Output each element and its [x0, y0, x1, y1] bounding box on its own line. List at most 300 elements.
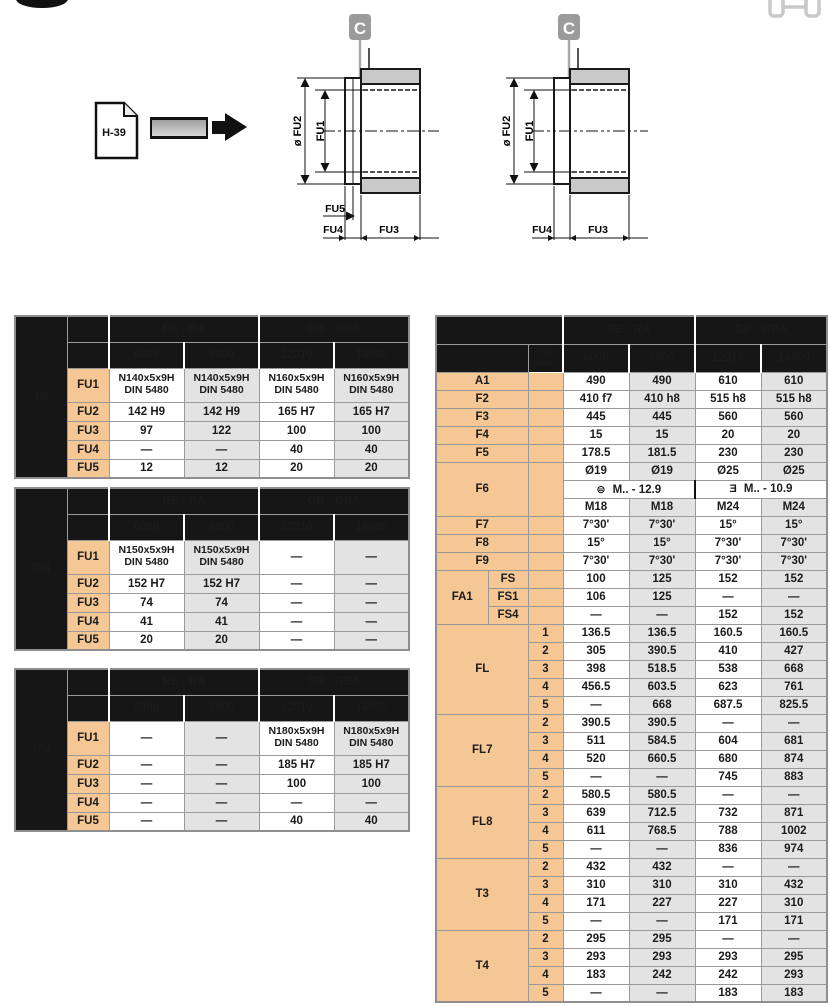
bolt-class-label: M.. - 12.9 [612, 483, 662, 496]
value-cell: — [563, 912, 629, 930]
value-cell: 410 [695, 642, 761, 660]
stage-number: 4 [528, 894, 563, 912]
value-cell: 560 [761, 408, 827, 426]
data-row-FU5 [15, 812, 409, 831]
value-cell: 125 [629, 570, 695, 588]
data-row-F6-0 [436, 462, 827, 480]
stage-number: 5 [528, 912, 563, 930]
value-cell: 836 [695, 840, 761, 858]
data-row-F2 [436, 390, 827, 408]
value-cell: 136.5 [629, 624, 695, 642]
col-header-16000: 16000 [334, 695, 409, 721]
data-row-FU5 [15, 631, 409, 650]
value-cell: 185 H7 [259, 755, 334, 774]
value-cell: 825.5 [761, 696, 827, 714]
data-row-F3 [436, 408, 827, 426]
dim-label-fu3: FU3 [379, 224, 399, 236]
data-row-FU2 [15, 402, 409, 421]
header-group-row [15, 669, 409, 695]
value-cell: 152 [695, 570, 761, 588]
value-cell: 310 [761, 894, 827, 912]
value-cell: — [334, 631, 409, 650]
value-cell: — [259, 540, 334, 574]
stage-number: 2 [528, 858, 563, 876]
fu3-arrow [623, 235, 629, 241]
stage-cell-empty [528, 534, 563, 552]
value-cell: — [563, 768, 629, 786]
value-cell: 584.5 [629, 732, 695, 750]
value-cell: — [334, 793, 409, 812]
col-header-12010: 12010 [695, 344, 761, 372]
value-cell: 40 [334, 812, 409, 831]
value-cell: 874 [761, 750, 827, 768]
row-label-FU5: FU5 [67, 812, 109, 831]
stage-cell-empty [528, 372, 563, 390]
value-cell: — [695, 714, 761, 732]
value-cell: 293 [761, 966, 827, 984]
value-cell: 20 [334, 459, 409, 478]
dim-label-fu2: ø FU2 [501, 115, 513, 147]
row-label-F9: F9 [436, 552, 528, 570]
value-cell: 15 [563, 426, 629, 444]
row-label-F4: F4 [436, 426, 528, 444]
data-row-FU4 [15, 440, 409, 459]
value-cell: 227 [629, 894, 695, 912]
data-row-F9 [436, 552, 827, 570]
value-cell: 165 H7 [334, 402, 409, 421]
value-cell: N140x5x9H DIN 5480 [109, 368, 184, 402]
value-cell: 242 [629, 966, 695, 984]
value-cell: 227 [695, 894, 761, 912]
data-row-FU4 [15, 793, 409, 812]
data-row-T4-2 [436, 930, 827, 948]
value-cell: M18 [563, 498, 629, 516]
dimension-table [435, 315, 828, 1003]
value-cell: 181.5 [629, 444, 695, 462]
value-cell: 7°30' [761, 534, 827, 552]
value-cell: 560 [695, 408, 761, 426]
fs-table-FS1 [14, 487, 410, 651]
value-cell: 178.5 [563, 444, 629, 462]
header-spacer [67, 695, 109, 721]
value-cell: 611 [563, 822, 629, 840]
data-row-FA1-FS1 [436, 588, 827, 606]
value-cell: 432 [563, 858, 629, 876]
value-cell: — [629, 984, 695, 1002]
col-header-8000: 8000 [184, 514, 259, 540]
value-cell: 293 [695, 948, 761, 966]
value-cell: 511 [563, 732, 629, 750]
shaft-diagram-left [283, 12, 463, 254]
value-cell: 432 [629, 858, 695, 876]
data-row-FU2 [15, 755, 409, 774]
stage-cell-empty [528, 516, 563, 534]
stage-cell-empty [528, 588, 563, 606]
value-cell: 445 [629, 408, 695, 426]
value-cell: 310 [629, 876, 695, 894]
row-label-FU4: FU4 [67, 793, 109, 812]
stage-number: 3 [528, 660, 563, 678]
value-cell: 183 [761, 984, 827, 1002]
stage-cell-empty [528, 462, 563, 516]
stage-number: 3 [528, 876, 563, 894]
value-cell: 390.5 [629, 714, 695, 732]
page-fold [124, 103, 137, 116]
row-label-FU1: FU1 [67, 540, 109, 574]
value-cell: — [259, 793, 334, 812]
value-cell: 580.5 [629, 786, 695, 804]
stage-number: 5 [528, 696, 563, 714]
value-cell: 732 [695, 804, 761, 822]
value-cell: 165 H7 [259, 402, 334, 421]
value-cell: 40 [259, 812, 334, 831]
value-cell: — [334, 593, 409, 612]
value-cell: 40 [334, 440, 409, 459]
data-row-A1 [436, 372, 827, 390]
col-header-16000: 16000 [761, 344, 827, 372]
header-spacer [67, 316, 109, 342]
value-cell: — [184, 440, 259, 459]
table-title-FS: FS [15, 316, 67, 478]
value-cell: 681 [761, 732, 827, 750]
value-cell: — [259, 574, 334, 593]
col-header-stages [528, 344, 563, 372]
value-cell: 185 H7 [334, 755, 409, 774]
data-row-FU3 [15, 593, 409, 612]
stages-header-label: stages [533, 358, 558, 368]
stage-number: 2 [528, 642, 563, 660]
value-cell: — [629, 912, 695, 930]
value-cell: 7°30' [563, 552, 629, 570]
row-label-FU2: FU2 [67, 755, 109, 774]
value-cell: — [184, 774, 259, 793]
value-cell: 305 [563, 642, 629, 660]
arrow-icon [212, 113, 247, 141]
value-cell: 100 [334, 421, 409, 440]
value-cell: 242 [695, 966, 761, 984]
row-label-F3: F3 [436, 408, 528, 426]
value-cell: 230 [695, 444, 761, 462]
col-header-8000: 8000 [184, 695, 259, 721]
col-group-re-ra: RE - RA [563, 316, 695, 344]
header-size-row [15, 514, 409, 540]
value-cell: N140x5x9H DIN 5480 [184, 368, 259, 402]
value-cell: N150x5x9H DIN 5480 [184, 540, 259, 574]
value-cell: 183 [563, 966, 629, 984]
value-cell: — [695, 930, 761, 948]
stage-number: 4 [528, 822, 563, 840]
value-cell: 100 [563, 570, 629, 588]
stage-number: 5 [528, 840, 563, 858]
stage-number: 4 [528, 750, 563, 768]
value-cell: — [259, 593, 334, 612]
value-cell: — [761, 588, 827, 606]
value-cell: — [629, 768, 695, 786]
data-row-FA1-FS [436, 570, 827, 588]
value-cell: 171 [761, 912, 827, 930]
col-group-gb-gba: GB - GBA [259, 316, 409, 342]
stage-number: 2 [528, 930, 563, 948]
value-cell: 15° [629, 534, 695, 552]
stage-number: 5 [528, 768, 563, 786]
header-size-row [15, 342, 409, 368]
fs-table-FS4 [14, 668, 410, 832]
value-cell: 142 H9 [184, 402, 259, 421]
header-spacer [67, 514, 109, 540]
row-label-F2: F2 [436, 390, 528, 408]
header-spacer [67, 669, 109, 695]
row-label-FU2: FU2 [67, 574, 109, 593]
col-group-gb-gba: GB - GBA [259, 488, 409, 514]
value-cell: Ø19 [563, 462, 629, 480]
value-cell: 520 [563, 750, 629, 768]
value-cell: 761 [761, 678, 827, 696]
dim-label-fu2: ø FU2 [292, 115, 304, 147]
value-cell: 74 [109, 593, 184, 612]
data-row-FU4 [15, 612, 409, 631]
data-row-FU2 [15, 574, 409, 593]
value-cell: — [695, 858, 761, 876]
value-cell: 580.5 [563, 786, 629, 804]
value-cell: 152 H7 [184, 574, 259, 593]
section-badge-cropped [16, 0, 68, 8]
value-cell: 7°30' [629, 516, 695, 534]
bolt-class-label: M.. - 10.9 [743, 483, 793, 495]
row-label-FL7: FL7 [436, 714, 528, 786]
row-label-FU4: FU4 [67, 440, 109, 459]
stage-number: 2 [528, 714, 563, 732]
col-header-12010: 12010 [259, 342, 334, 368]
col-group-re-ra: RE - RA [109, 316, 259, 342]
value-cell: 7°30' [695, 534, 761, 552]
col-header-16000: 16000 [334, 514, 409, 540]
data-row-FL7-2 [436, 714, 827, 732]
value-cell: 456.5 [563, 678, 629, 696]
value-cell: 15° [761, 516, 827, 534]
value-cell: 152 [761, 606, 827, 624]
value-cell: 15 [629, 426, 695, 444]
value-cell: M18 [629, 498, 695, 516]
row-label-FU5: FU5 [67, 631, 109, 650]
col-header-8000: 8000 [184, 342, 259, 368]
value-cell: 230 [761, 444, 827, 462]
data-row-FU1 [15, 721, 409, 755]
row-label-FU3: FU3 [67, 593, 109, 612]
table-title-FS4: FS4 [15, 669, 67, 831]
value-cell: 490 [563, 372, 629, 390]
shaft-profile [554, 48, 629, 193]
value-cell: 7°30' [695, 552, 761, 570]
coupling-icon [758, 0, 830, 34]
data-row-FL8-2 [436, 786, 827, 804]
value-cell: 12 [109, 459, 184, 478]
data-row-F8 [436, 534, 827, 552]
value-cell: — [563, 984, 629, 1002]
value-cell: 445 [563, 408, 629, 426]
stage-number: 2 [528, 786, 563, 804]
value-cell: 639 [563, 804, 629, 822]
fu4-arrow2 [570, 235, 576, 241]
value-cell: 768.5 [629, 822, 695, 840]
dim-label-fu1: FU1 [315, 120, 327, 142]
value-cell: 623 [695, 678, 761, 696]
value-cell: 538 [695, 660, 761, 678]
value-cell: 41 [109, 612, 184, 631]
value-cell: N150x5x9H DIN 5480 [109, 540, 184, 574]
value-cell: 660.5 [629, 750, 695, 768]
value-cell: — [184, 721, 259, 755]
row-label-FL: FL [436, 624, 528, 714]
col-group-re-ra: RE - RA [109, 488, 259, 514]
value-cell: 410 h8 [629, 390, 695, 408]
bolt-class-cell [563, 480, 695, 498]
value-cell: 712.5 [629, 804, 695, 822]
value-cell: 100 [259, 421, 334, 440]
col-header-12010: 12010 [259, 514, 334, 540]
value-cell: 871 [761, 804, 827, 822]
value-cell: — [695, 786, 761, 804]
value-cell: 20 [761, 426, 827, 444]
value-cell: Ø25 [695, 462, 761, 480]
value-cell: — [563, 606, 629, 624]
header-group-row [15, 488, 409, 514]
dim-label-fu1: FU1 [524, 120, 536, 142]
value-cell: 974 [761, 840, 827, 858]
value-cell: 122 [184, 421, 259, 440]
value-cell: — [109, 793, 184, 812]
value-cell: 518.5 [629, 660, 695, 678]
row-label-FU3: FU3 [67, 774, 109, 793]
value-cell: 1002 [761, 822, 827, 840]
data-row-FA1-FS4 [436, 606, 827, 624]
row-label-F6: F6 [436, 462, 528, 516]
value-cell: 310 [563, 876, 629, 894]
row-label-FU5: FU5 [67, 459, 109, 478]
table-title-FS1: FS1 [15, 488, 67, 650]
bolt-head-icon: ⊜ [596, 483, 606, 496]
shaft-profile [345, 48, 420, 193]
value-cell: — [334, 574, 409, 593]
header-group-row [15, 316, 409, 342]
value-cell: 171 [563, 894, 629, 912]
value-cell: Ø19 [629, 462, 695, 480]
col-header-6000: 6000 [109, 342, 184, 368]
data-row-F7 [436, 516, 827, 534]
data-row-T3-2 [436, 858, 827, 876]
page-ref-label: H-39 [102, 127, 126, 139]
data-row-FL-1 [436, 624, 827, 642]
value-cell: N160x5x9H DIN 5480 [334, 368, 409, 402]
sub-label-FS1: FS1 [488, 588, 528, 606]
bolt-side-icon: Ǝ [729, 483, 737, 495]
col-group-gb-gba: GB - GBA [695, 316, 827, 344]
value-cell: 788 [695, 822, 761, 840]
col-header-6000: 6000 [109, 695, 184, 721]
value-cell: 883 [761, 768, 827, 786]
stage-number: 4 [528, 678, 563, 696]
row-label-F7: F7 [436, 516, 528, 534]
value-cell: 171 [695, 912, 761, 930]
row-label-T4: T4 [436, 930, 528, 1002]
col-header-12010: 12010 [259, 695, 334, 721]
value-cell: 41 [184, 612, 259, 631]
row-label-FU1: FU1 [67, 721, 109, 755]
arrow-head [225, 113, 247, 141]
section-marker-label: C [353, 19, 367, 38]
value-cell: — [695, 588, 761, 606]
stage-number: 3 [528, 804, 563, 822]
row-label-F8: F8 [436, 534, 528, 552]
value-cell: 398 [563, 660, 629, 678]
col-group-gb-gba: GB - GBA [259, 669, 409, 695]
row-label-FU4: FU4 [67, 612, 109, 631]
value-cell: — [184, 755, 259, 774]
value-cell: 20 [109, 631, 184, 650]
fs-table-FS [14, 315, 410, 479]
value-cell: — [629, 606, 695, 624]
col-header-8000: 8000 [629, 344, 695, 372]
stage-cell-empty [528, 606, 563, 624]
section-marker-label: C [562, 19, 576, 38]
header-size-row [436, 344, 827, 372]
stage-number: 4 [528, 966, 563, 984]
data-row-F4 [436, 426, 827, 444]
value-cell: 160.5 [695, 624, 761, 642]
value-cell: 142 H9 [109, 402, 184, 421]
value-cell: — [761, 930, 827, 948]
value-cell: N180x5x9H DIN 5480 [259, 721, 334, 755]
stage-number: 3 [528, 948, 563, 966]
stage-cell-empty [528, 426, 563, 444]
value-cell: — [109, 812, 184, 831]
stage-number: 1 [528, 624, 563, 642]
dim-label-fu4: FU4 [323, 224, 343, 236]
value-cell: M24 [695, 498, 761, 516]
value-cell: 74 [184, 593, 259, 612]
bolt-class-cell [695, 480, 827, 498]
value-cell: 295 [563, 930, 629, 948]
value-cell: 310 [695, 876, 761, 894]
value-cell: 160.5 [761, 624, 827, 642]
stage-number: 5 [528, 984, 563, 1002]
value-cell: — [109, 440, 184, 459]
header-spacer [436, 316, 563, 344]
value-cell: N160x5x9H DIN 5480 [259, 368, 334, 402]
value-cell: 40 [259, 440, 334, 459]
value-cell: 20 [695, 426, 761, 444]
value-cell: M24 [761, 498, 827, 516]
value-cell: 427 [761, 642, 827, 660]
data-row-FU3 [15, 774, 409, 793]
value-cell: — [184, 793, 259, 812]
row-label-A1: A1 [436, 372, 528, 390]
value-cell: — [109, 774, 184, 793]
value-cell: — [334, 540, 409, 574]
value-cell: 295 [629, 930, 695, 948]
value-cell: 610 [695, 372, 761, 390]
value-cell: 515 h8 [695, 390, 761, 408]
value-cell: 152 [761, 570, 827, 588]
header-spacer [67, 342, 109, 368]
value-cell: — [563, 696, 629, 714]
value-cell: 7°30' [761, 552, 827, 570]
dim-label-fu3: FU3 [588, 224, 608, 236]
value-cell: — [109, 721, 184, 755]
header-spacer [436, 344, 528, 372]
shaft-diagram-right [492, 12, 672, 254]
value-cell: 293 [629, 948, 695, 966]
sub-label-FS4: FS4 [488, 606, 528, 624]
